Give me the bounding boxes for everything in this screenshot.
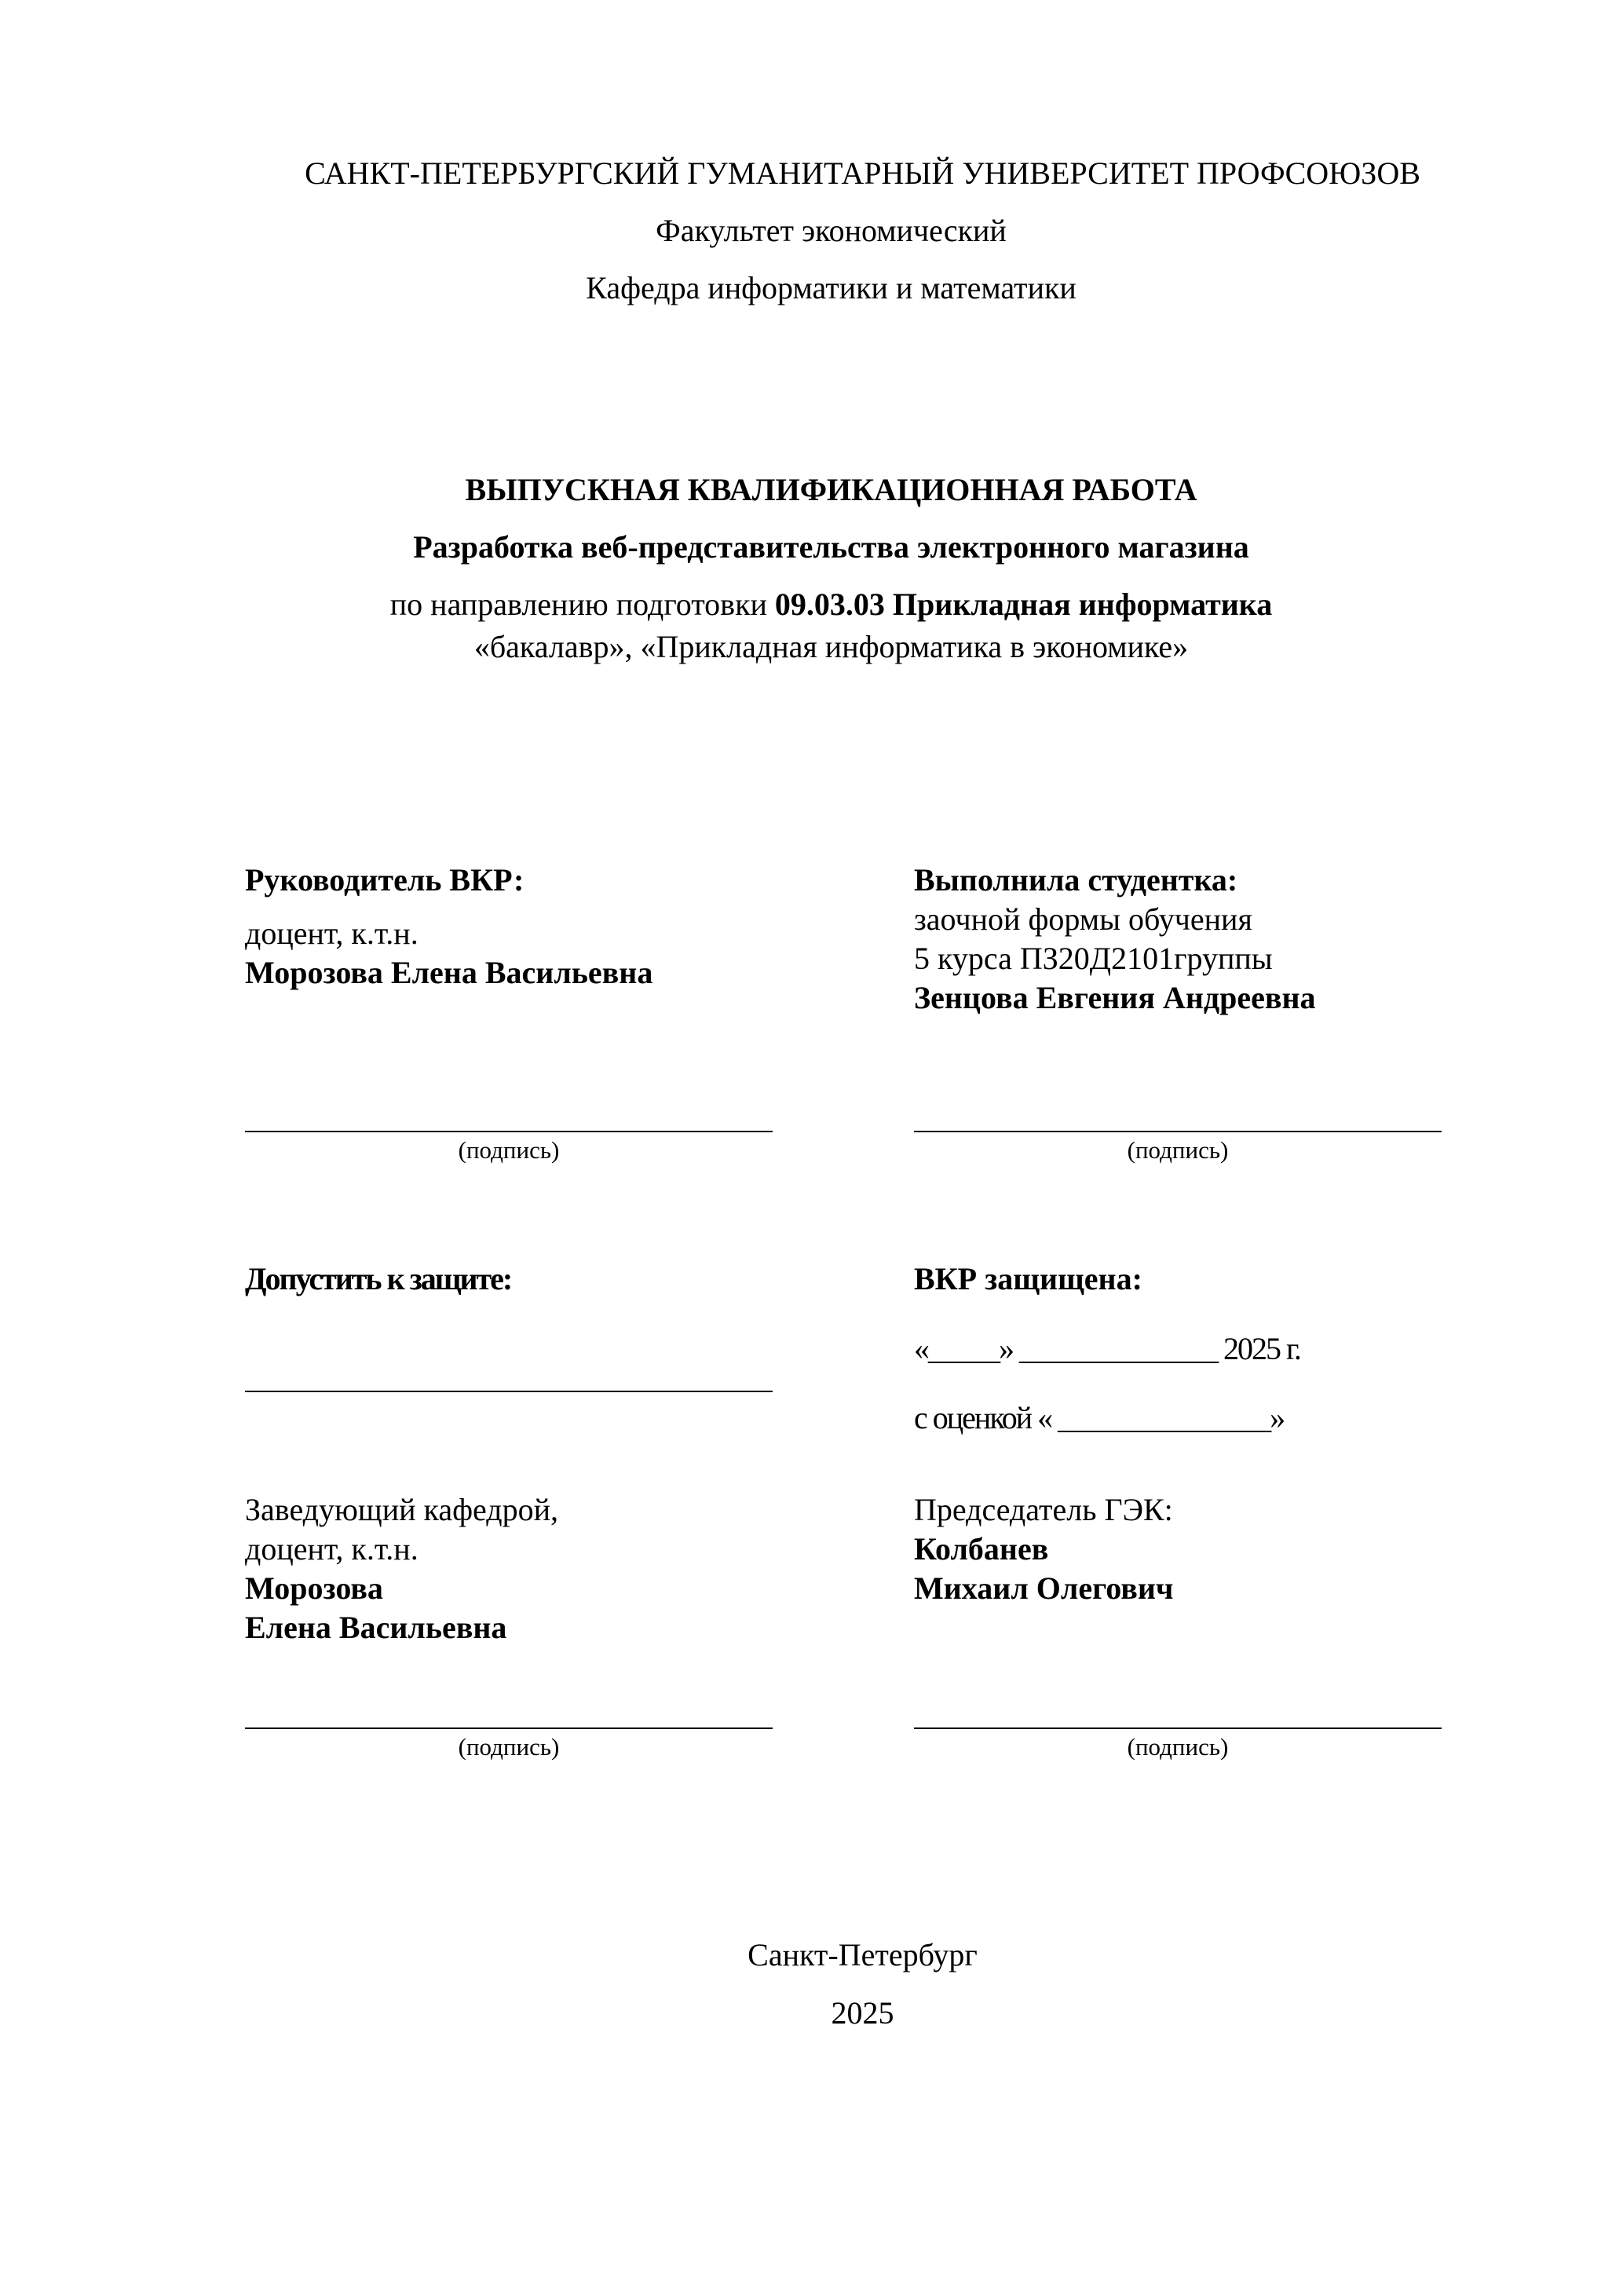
supervisor-position: доцент, к.т.н. bbox=[245, 916, 419, 951]
defense-grade-line: с оценкой « _______________» bbox=[914, 1400, 1285, 1435]
student-study-form: заочной формы обучения bbox=[914, 901, 1252, 937]
supervisor-signature-caption: (подпись) bbox=[458, 1136, 560, 1164]
student-name: Зенцова Евгения Андреевна bbox=[914, 980, 1316, 1015]
defense-date-line: «_____» ______________ 2025 г. bbox=[914, 1331, 1300, 1366]
commission-chair-given-names: Михаил Олегович bbox=[914, 1570, 1174, 1606]
direction-prefix: по направлению подготовки bbox=[389, 587, 767, 622]
direction-code: 09.03.03 Прикладная информатика bbox=[774, 587, 1273, 622]
head-of-department-given-names: Елена Васильевна bbox=[245, 1610, 507, 1645]
student-signature-line bbox=[914, 1131, 1442, 1132]
head-of-department-title: Заведующий кафедрой, bbox=[245, 1492, 559, 1527]
chair-signature-caption: (подпись) bbox=[1127, 1733, 1229, 1760]
head-of-department-surname: Морозова bbox=[245, 1570, 383, 1606]
student-signature-caption: (подпись) bbox=[1127, 1136, 1229, 1164]
footer-year: 2025 bbox=[831, 1995, 894, 2031]
supervisor-signature-line bbox=[245, 1131, 773, 1132]
admission-heading: Допустить к защите: bbox=[245, 1261, 512, 1296]
head-of-department-position: доцент, к.т.н. bbox=[245, 1531, 419, 1567]
commission-chair-surname: Колбанев bbox=[914, 1531, 1049, 1567]
footer-city: Санкт-Петербург bbox=[748, 1937, 978, 1972]
supervisor-name: Морозова Елена Васильевна bbox=[245, 955, 653, 990]
profile-line: «бакалавр», «Прикладная информатика в экономике» bbox=[473, 629, 1189, 664]
admission-signature-line bbox=[245, 1391, 773, 1392]
student-heading: Выполнила студентка: bbox=[914, 862, 1238, 898]
commission-chair-title: Председатель ГЭК: bbox=[914, 1492, 1173, 1527]
university-name: САНКТ-ПЕТЕРБУРГСКИЙ ГУМАНИТАРНЫЙ УНИВЕРСИТЕТ ПРОФСОЮЗОВ bbox=[305, 155, 1420, 191]
head-signature-caption: (подпись) bbox=[458, 1733, 560, 1760]
head-signature-line bbox=[245, 1727, 773, 1729]
supervisor-heading: Руководитель ВКР: bbox=[245, 862, 525, 898]
student-group: 5 курса ПЗ20Д2101группы bbox=[914, 941, 1273, 976]
defense-heading: ВКР защищена: bbox=[914, 1261, 1142, 1296]
work-topic: Разработка веб-представительства электронного магазина bbox=[413, 529, 1249, 565]
direction-line bbox=[0, 586, 1623, 623]
work-type-title: ВЫПУСКНАЯ КВАЛИФИКАЦИОННАЯ РАБОТА bbox=[465, 472, 1197, 507]
department-name: Кафедра информатики и математики bbox=[586, 270, 1077, 305]
faculty-name: Факультет экономический bbox=[656, 213, 1007, 248]
chair-signature-line bbox=[914, 1727, 1442, 1729]
